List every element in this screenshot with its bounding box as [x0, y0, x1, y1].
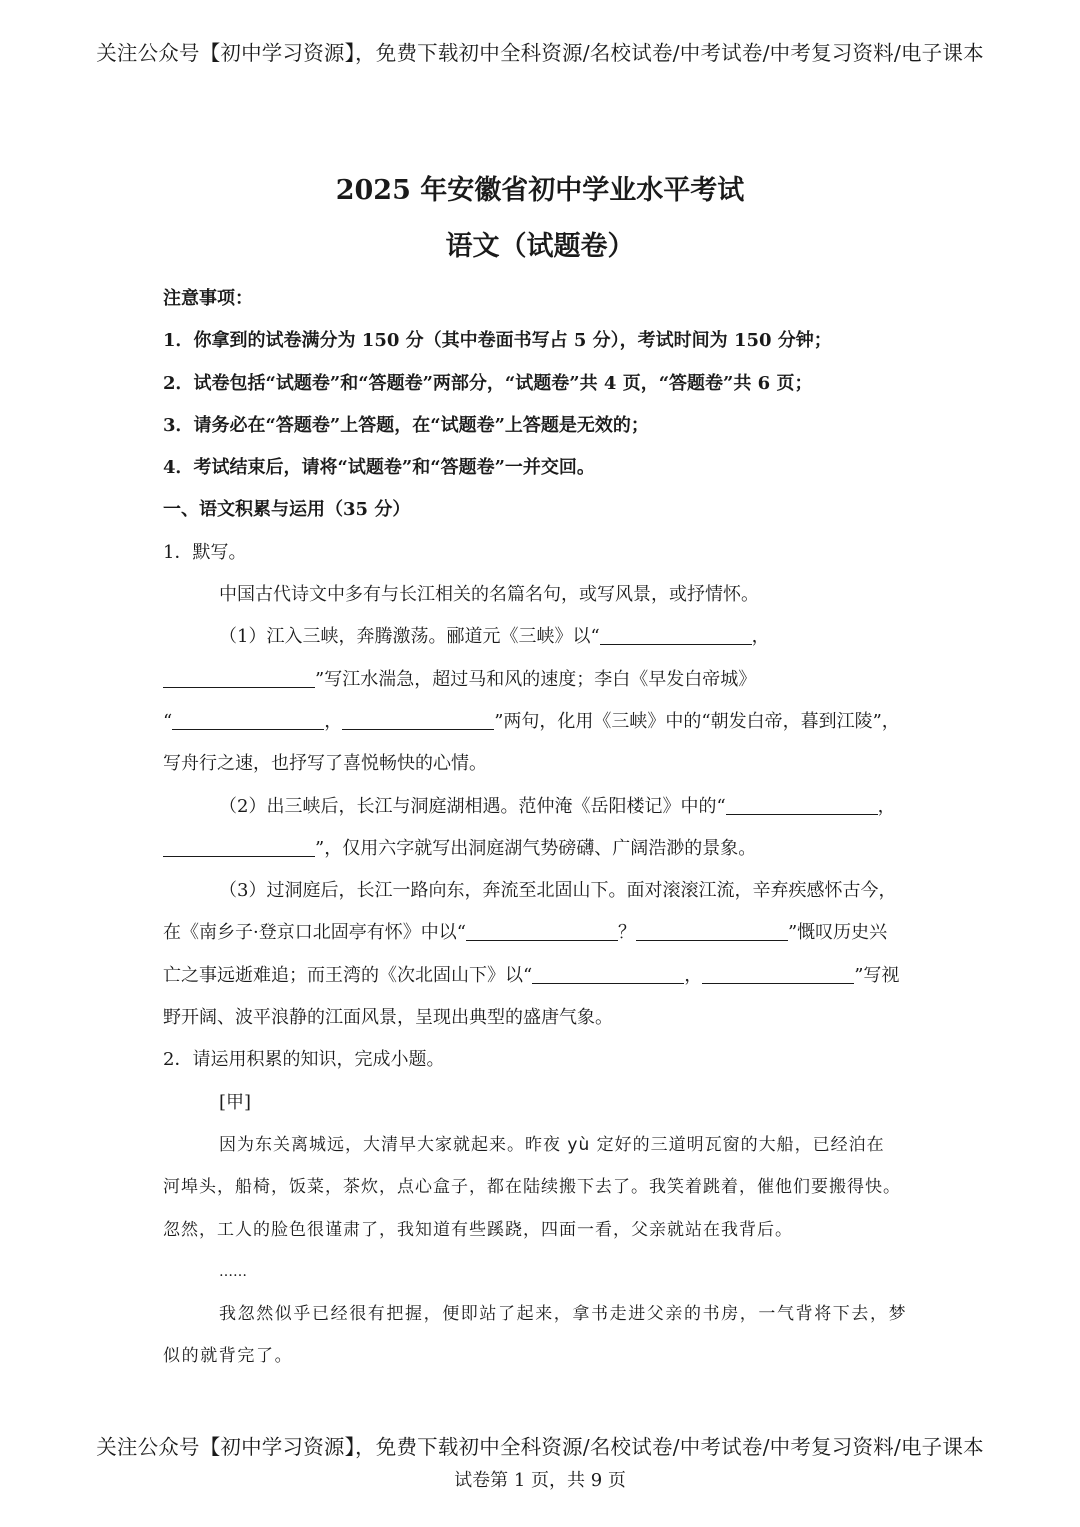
question-text: 亡之事远逝难追；而王湾的《次北固山下》以“ — [163, 964, 533, 986]
passage-line: 似的就背完了。 — [163, 1346, 294, 1367]
answer-blank — [726, 796, 878, 815]
question-1-part-1-line — [163, 701, 923, 743]
question-text: （1）江入三峡，奔腾激荡。郦道元《三峡》以“ — [219, 626, 600, 648]
question-2-label: 2．请运用积累的知识，完成小题。 — [163, 1049, 445, 1071]
answer-blank — [172, 711, 324, 730]
question-text: ？ — [617, 922, 636, 944]
question-1-part-3-line — [163, 955, 923, 997]
question-text: 在《南乡子·登京口北固亭有怀》中以“ — [163, 922, 466, 944]
question-1-part-3-line: 野开阔、波平浪静的江面风景，呈现出典型的盛唐气象。 — [163, 1007, 613, 1029]
question-1-part-3-line — [163, 912, 923, 954]
question-text: ”，仅用六字就写出洞庭湖气势磅礴、广阔浩渺的景象。 — [315, 837, 757, 859]
question-1-part-2-line — [163, 786, 923, 828]
promo-banner-bottom: 关注公众号【初中学习资源】，免费下载初中全科资源/名校试卷/中考试卷/中考复习资料/电子课本 — [96, 1435, 984, 1459]
question-1-intro: 中国古代诗文中多有与长江相关的名篇名句，或写风景，或抒情怀。 — [219, 584, 759, 606]
question-text: “ — [163, 710, 173, 732]
answer-blank — [342, 711, 494, 730]
question-1-part-1-line: 写舟行之速，也抒写了喜悦畅快的心情。 — [163, 753, 487, 775]
question-text: （2）出三峡后，长江与洞庭湖相遇。范仲淹《岳阳楼记》中的“ — [219, 795, 726, 817]
exam-content — [163, 278, 923, 1378]
notice-heading: 注意事项： — [163, 288, 253, 309]
question-text: ”写江水湍急，超过马和风的速度；李白《早发白帝城》 — [315, 668, 757, 690]
question-1-part-1-line — [163, 659, 923, 701]
passage-line: 我忽然似乎已经很有把握，便即站了起来，拿书走进父亲的书房，一气背将下去，梦 — [219, 1304, 908, 1325]
passage-ellipsis: …… — [219, 1263, 247, 1280]
passage-marker-jia: [甲] — [219, 1091, 252, 1113]
notice-item: 1．你拿到的试卷满分为 150 分（其中卷面书写占 5 分），考试时间为 150 分钟； — [163, 330, 832, 352]
notice-item: 4．考试结束后，请将“试题卷”和“答题卷”一并交回。 — [163, 457, 595, 479]
exam-title: 2025 年安徽省初中学业水平考试 — [335, 175, 745, 206]
question-1-part-3-line: （3）过洞庭后，长江一路向东，奔流至北固山下。面对滚滚江流，辛弃疾感怀古今， — [219, 880, 897, 902]
question-1-label: 1．默写。 — [163, 541, 247, 563]
notice-item: 2．试卷包括“试题卷”和“答题卷”两部分，“试题卷”共 4 页，“答题卷”共 6 页； — [163, 372, 813, 394]
answer-blank — [163, 669, 315, 688]
question-text: ， — [684, 964, 703, 986]
answer-blank — [702, 965, 854, 984]
passage-line: 因为东关离城远，大清早大家就起来。昨夜 yù 定好的三道明瓦窗的大船，已经泊在 — [219, 1134, 885, 1155]
question-1-part-1-line — [163, 616, 923, 658]
page-number: 试卷第 1 页，共 9 页 — [454, 1470, 626, 1491]
exam-subtitle: 语文（试题卷） — [445, 231, 635, 262]
passage-line: 忽然，工人的脸色很谨肃了，我知道有些蹊跷，四面一看，父亲就站在我背后。 — [163, 1219, 793, 1240]
answer-blank — [532, 965, 684, 984]
notice-item: 3．请务必在“答题卷”上答题，在“试题卷”上答题是无效的； — [163, 414, 649, 436]
question-text: ”两句，化用《三峡》中的“朝发白帝，暮到江陵”， — [494, 710, 900, 732]
question-text: ， — [324, 710, 343, 732]
question-text: ， — [751, 626, 770, 648]
section-heading: 一、语文积累与运用（35 分） — [163, 499, 411, 521]
answer-blank — [600, 626, 752, 645]
question-text: ， — [877, 795, 896, 817]
answer-blank — [163, 838, 315, 857]
passage-line: 河埠头，船椅，饭菜，茶炊，点心盒子，都在陆续搬下去了。我笑着跳着，催他们要搬得快。 — [163, 1177, 901, 1198]
promo-banner-top: 关注公众号【初中学习资源】，免费下载初中全科资源/名校试卷/中考试卷/中考复习资料/电子课本 — [96, 41, 984, 65]
question-text: ”慨叹历史兴 — [787, 922, 888, 944]
question-1-part-2-line — [163, 828, 923, 870]
question-text: ”写视 — [854, 964, 900, 986]
answer-blank — [466, 922, 618, 941]
answer-blank — [636, 922, 788, 941]
